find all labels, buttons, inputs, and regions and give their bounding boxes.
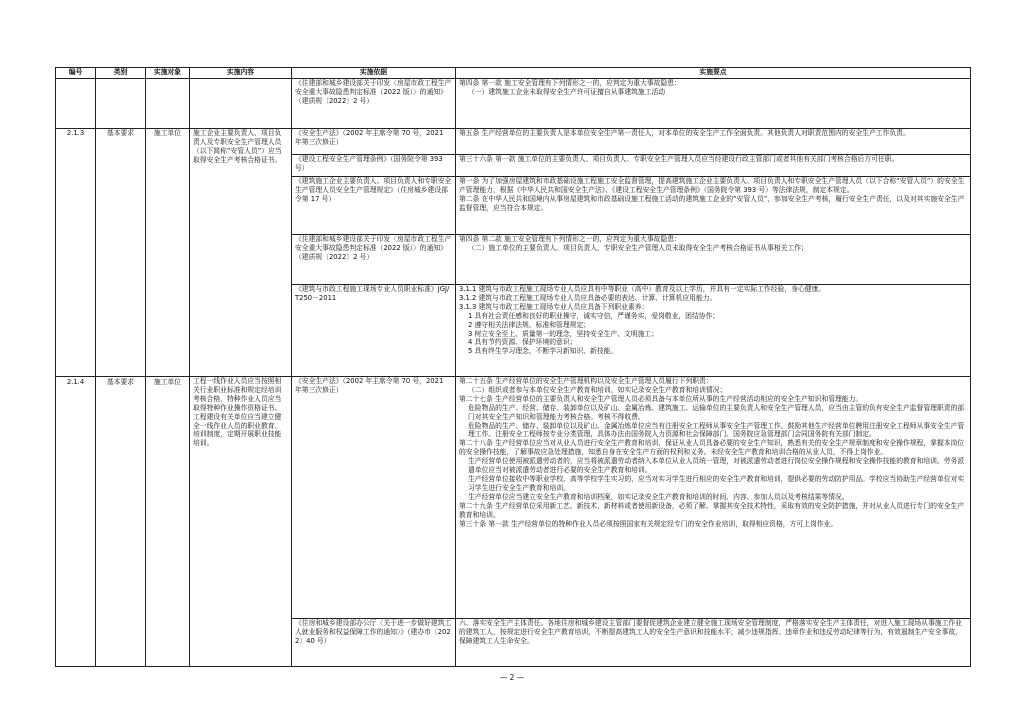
point-line: （二）施工单位的主要负责人、项目负责人、专职安全生产管理人员未取得安全生产考核合格证书从事相关工作； <box>468 243 808 252</box>
points-cell <box>456 129 971 155</box>
point-line: 3.1.3 建筑与市政工程施工现场专业人员应具备下列职业素养： <box>459 302 649 311</box>
header-basis: 实施依据 <box>292 68 456 79</box>
basis-cell: 《建筑与市政工程施工现场专业人员职业标准》JGJ/T250－2011 <box>292 285 456 377</box>
category-cell: 基本要求 <box>96 377 146 667</box>
header-category: 类别 <box>96 68 146 79</box>
code-cell: 2.1.4 <box>56 377 96 667</box>
basis-cell: 《安全生产法》（2002 年主席令第 70 号，2021 年第三次修正） <box>292 129 456 155</box>
points-cell <box>456 155 971 177</box>
point-line: 第二十九条 生产经营单位采用新工艺、新技术、新材料或者使用新设备，必须了解、掌握其安全技术特性，采取有效的安全防护措施，并对从业人员进行专门的安全生产教育和培训。 <box>459 501 965 519</box>
point-line: 危险物品的生产、经营、储存、装卸单位以及矿山、金属冶炼、建筑施工、运输单位的主要负责人和安全生产管理人员，应当由主管的负有安全生产监督管理职责的部门对其安全生产知识和管理能力考核合格。考核不得收费。 <box>468 403 965 421</box>
table-row <box>56 129 971 155</box>
point-line: 第三十六条 第一款 施工单位的主要负责人、项目负责人、专职安全生产管理人员应当经建设行政主管部门或者其他有关部门考核合格后方可任职。 <box>459 155 899 163</box>
basis-cell: 《建设工程安全生产管理条例》（国务院令第 393 号） <box>292 155 456 177</box>
points-cell <box>456 619 971 667</box>
table-row <box>56 377 971 619</box>
point-line: 第二条 在中华人民共和国境内从事房屋建筑和市政基础设施工程施工活动的建筑施工企业的“安管人员”，参加安全生产考核，履行安全生产责任，以及对其实施安全生产监督管理，应当符合本规定。 <box>459 194 965 212</box>
code-cell: 2.1.3 <box>56 129 96 377</box>
basis-cell: 《安全生产法》（2002 年主席令第 70 号，2021 年第三次修正） <box>292 377 456 619</box>
point-line: 3.1.1 建筑与市政工程施工现场专业人员应具有中等职业（高中）教育及以上学历，并具有一定实际工作经验，身心健康。 <box>459 285 826 293</box>
point-line: 第四条 第一款 施工安全管理有下列情形之一的，应判定为重大事故隐患： <box>459 79 681 87</box>
point-line: （二）组织或者参与本单位安全生产教育和培训，如实记录安全生产教育和培训情况； <box>468 385 727 394</box>
page-number: — 2 — <box>499 673 525 682</box>
point-line: 3 树立安全至上、质量第一的理念，坚持安全生产、文明施工； <box>468 329 658 338</box>
point-line: 第五条 生产经营单位的主要负责人是本单位安全生产第一责任人，对本单位的安全生产工作全面负责。其他负责人对职责范围内的安全生产工作负责。 <box>459 129 910 137</box>
table-header-row <box>56 68 971 79</box>
header-points: 实施要点 <box>456 68 971 79</box>
points-cell <box>456 377 971 619</box>
point-line: 第四条 第二款 施工安全管理有下列情形之一的，应判定为重大事故隐患： <box>459 235 681 243</box>
content-cell: 工程一线作业人员应当按照相关行业职业标准和规定经培训考核合格，特种作业人员应当取得特种作业操作资格证书。工程建设有关单位应当建立健全一线作业人员的职业教育、培训制度，定期开展职业技能培训。 <box>190 377 292 667</box>
target-cell: 施工单位 <box>146 129 190 377</box>
target-cell: 施工单位 <box>146 377 190 667</box>
points-cell <box>456 235 971 285</box>
point-line: 生产经营单位应当建立安全生产教育和培训档案，如实记录安全生产教育和培训的时间、内容、参加人员以及考核结果等情况。 <box>468 492 849 501</box>
point-line: 2 遵守相关法律法规、标准和管理规定； <box>468 320 591 329</box>
point-line: 5 具有终生学习理念，不断学习新知识、新技能。 <box>468 347 618 356</box>
basis-cell: 《住建部和城乡建设部关于印发〈房屋市政工程生产安全重大事故隐患判定标准（2022 版）〉的通知》（建质规〔2022〕2 号） <box>292 235 456 285</box>
point-line: 六、落实安全生产主体责任。各地住房和城乡建设主管部门要督促建筑企业建立健全施工现场安全管理制度，严格落实安全生产主体责任，对进入施工现场从事施工作业的建筑工人，按规定进行安全生产教育培训，不断提高建筑工人的安全生产意识和技能水平，减少违规指挥、违章作业和违反劳动纪律等行为，有效遏制生产安全事故，保障建筑工人生命安全。 <box>459 619 962 645</box>
point-line: 第三十条 第一款 生产经营单位的特种作业人员必须按照国家有关规定经专门的安全作业培训，取得相应资格，方可上岗作业。 <box>459 519 838 528</box>
point-line: 生产经营单位使用被派遣劳动者的，应当将被派遣劳动者纳入本单位从业人员统一管理，对被派遣劳动者进行岗位安全操作规程和安全操作技能的教育和培训。劳务派遣单位应当对被派遣劳动者进行必要的安全生产教育和培训。 <box>468 457 965 475</box>
implementation-table <box>55 67 971 667</box>
point-line: 4 具有节约资源、保护环境的意识； <box>468 338 577 347</box>
point-line: 第二十五条 生产经营单位的安全生产管理机构以及安全生产管理人员履行下列职责： <box>459 377 713 385</box>
points-cell <box>456 285 971 377</box>
point-line: 生产经营单位接收中等职业学校、高等学校学生实习的，应当对实习学生进行相应的安全生产教育和培训，提供必要的劳动防护用品。学校应当协助生产经营单位对实习学生进行安全生产教育和培训。 <box>468 474 965 492</box>
points-cell <box>456 79 971 129</box>
basis-cell: 《住建部和城乡建设部关于印发〈房屋市政工程生产安全重大事故隐患判定标准（2022 版）〉的通知》（建质规〔2022〕2 号） <box>292 79 456 129</box>
header-code: 编号 <box>56 68 96 79</box>
table-row <box>56 79 971 129</box>
point-line: 危险物品的生产、储存、装卸单位以及矿山、金属冶炼单位应当有注册安全工程师从事安全生产管理工作。鼓励其他生产经营单位聘用注册安全工程师从事安全生产管理工作。注册安全工程师按专业分类管理，具体办法由国务院人力资源和社会保障部门、国务院应急管理部门会同国务院有关部门制定。 <box>468 421 965 439</box>
point-line: 第一条 为了加强房屋建筑和市政基础设施工程施工安全监督管理，提高建筑施工企业主要负责人、项目负责人和专职安全生产管理人员（以下合称“安管人员”）的安全生产管理能力，根据《中华人民共和国安全生产法》、《建设工程安全生产管理条例》（国务院令第 393 号）等法律法规，制定本规定。 <box>459 177 965 194</box>
point-line: 第二十八条 生产经营单位应当对从业人员进行安全生产教育和培训，保证从业人员具备必要的安全生产知识，熟悉有关的安全生产规章制度和安全操作规程，掌握本岗位的安全操作技能，了解事故应急处理措施，知悉自身在安全生产方面的权利和义务。未经安全生产教育和培训合格的从业人员，不得上岗作业。 <box>459 439 965 457</box>
header-target: 实施对象 <box>146 68 190 79</box>
header-content: 实施内容 <box>190 68 292 79</box>
category-cell: 基本要求 <box>96 129 146 377</box>
point-line: （一）建筑施工企业未取得安全生产许可证擅自从事建筑施工活动 <box>468 87 666 96</box>
content-cell: 施工企业主要负责人、项目负责人及专职安全生产管理人员（以下简称“安管人员”）应当取得安全生产考核合格证书。 <box>190 129 292 377</box>
basis-cell: 《住房和城乡建设部办公厅〈关于进一步做好建筑工人就业服务和权益保障工作的通知〉》（建办市〔2022〕40 号） <box>292 619 456 667</box>
point-line: 1 具有社会责任感和良好的职业操守，诚实守信，严谨务实，爱岗敬业，团结协作； <box>468 311 720 320</box>
point-line: 第二十七条 生产经营单位的主要负责人和安全生产管理人员必须具备与本单位所从事的生产经营活动相应的安全生产知识和管理能力。 <box>459 394 863 403</box>
points-cell <box>456 177 971 235</box>
point-line: 3.1.2 建筑与市政工程施工现场专业人员应具备必要的表达、计算、计算机应用能力。 <box>459 293 717 302</box>
basis-cell: 《建筑施工企业主要负责人、项目负责人和专职安全生产管理人员安全生产管理规定》（住房城乡建设部令第 17 号） <box>292 177 456 235</box>
